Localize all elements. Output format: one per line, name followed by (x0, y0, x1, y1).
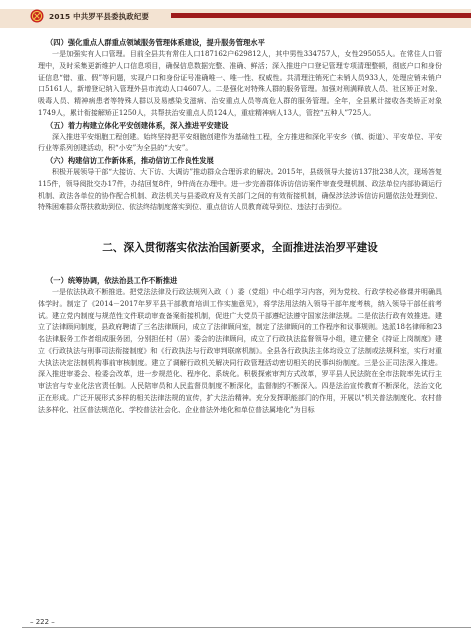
subsection-1-heading: （一）统筹协调，依法治县工作不断推进 (46, 276, 178, 285)
section-5-body: 深入推进平安细胞工程创建。始终坚持把平安细胞创建作为基础性工程，全方推进和深化平安乡（镇、街道）、平安单位、平安行业等系列创建活动，积“小安”为全县的“大安”。 (38, 132, 442, 153)
subsection-1-body: 一是依法执政不断推进。把党法法律及行政法规列入政（ ）委（党组）中心组学习内容，列为党校、行政学校必修课并明确具体学时。制定了《2014－2017年罗平县干部教育培训工作实施意见》，将学法用法纳入领导干部年度考核，纳入领导干部任前考试。建立党内制度与规范性文件联动审查备案衔接机制，促进广大党员干部遵纪法遵守国家法律法规。二是依法行政有效推进。建立了法律顾问制度，县政府聘请了三名法律顾问，成立了法律顾问室，制定了法律顾问的工作程序和议事规则。选派18名律师和23名法律服务工作者组成服务团，分别担任村（居）委会的法律顾问，成立了行政执法监督领导小组，建立健全《持证上岗制度》建立《行政执法与刑事司法衔接制度》和《行政执法与行政审判联席机制》。全县各行政执法主体均设立了法制或法规科室，实行对重大执法决定法制机构事前审核制度。建立了调解行政机关解决同行政管理活动密切相关的民事纠纷制度。三是公正司法深入推进。深入推进审委会、检委会改革，进一步规范化、程序化、系统化。积极探索审判方式改革，罗平县人民法院在全市法院率先试行主审法官与专业化法官责任制。人民陪审员和人民监督员制度不断深化，监督制约不断深入。四是法治宣传教育不断深化，法治文化正在形成。广泛开展形式多样的相关法律法规的宣传，扩大法治精神。充分发挥职能部门的作用，开展以“机关普法制度化、农村普法多样化、社区普法规范化、学校普法社会化、企业普法外地化和单位普法属地化”为目标 (38, 288, 442, 414)
page-number: – 222 – (30, 618, 55, 626)
section-5-heading: （五）着力构建立体化平安创建体系，深入推进平安建设 (46, 120, 229, 130)
section-4-heading: （四）强化重点人群重点领域服务管理体系建设，提升服务管理水平 (46, 38, 265, 47)
page-footer (0, 615, 471, 640)
header-title: 2015 中共罗平县委执政纪要 (49, 12, 150, 21)
chapter-title: 二、深入贯彻落实依法治国新要求，全面推进法治罗平建设 (102, 242, 378, 254)
section-6-body: 积极开展领导干部“大接访、大下访、大调访”推动群众合理诉求的解决。2015年，县级领导大接访137批238人次，现场答复115件，领导阅批交办17件，办结回复8件，9件尚在办理中。进一步完善群体诉访信访案件审查受理机制、政法单位内部协调运行机制、政法各单位的协作配合机制、政法机关与县委政府及有关部门之间的有效衔接机制，确保涉法涉诉信访问题依法处理到位、特殊困难群众帮扶救助到位、依法终结制度落实到位、重点信访人员教育疏导到位、违法打击到位。 (38, 168, 442, 212)
header-bar (171, 13, 471, 18)
section-4-body: 一是加强实有人口管理。目前全县共有常住人口187162户629812人，其中男性334757人，女性295055人。在常住人口管理中，及时采集更新维护人口信息项目，确保信息数据完整、准确、鲜活；深入推进户口登记管理专项清理整顿，彻底户口和身份证信息“错、重、假”等问题，实现户口和身份证号准确唯一、唯一性、权威性。共清理注销死亡未销人员933人，处理应销未销户口5161人，新增登记纳入管理外县市流动人口4607人。二是强化对特殊人群的服务管理。加强对刑满释放人员、社区矫正对象、吸毒人员、精神病患者等特殊人群以及易感染戈滋病、治安重点人员等高危人群的服务管理。全年，全县累计接收各类矫正对象1749人，累计衔接解矫正1250人，共帮扶治安重点人员124人，重症精神病人13人，管控“五种人”725人。 (38, 50, 442, 117)
page-header (0, 0, 471, 30)
party-emblem-icon (30, 9, 44, 23)
footer-rule (22, 627, 471, 628)
page-content (38, 37, 442, 416)
section-6-heading: （六）构建信访工作新体系，推动信访工作良性发展 (46, 156, 214, 165)
